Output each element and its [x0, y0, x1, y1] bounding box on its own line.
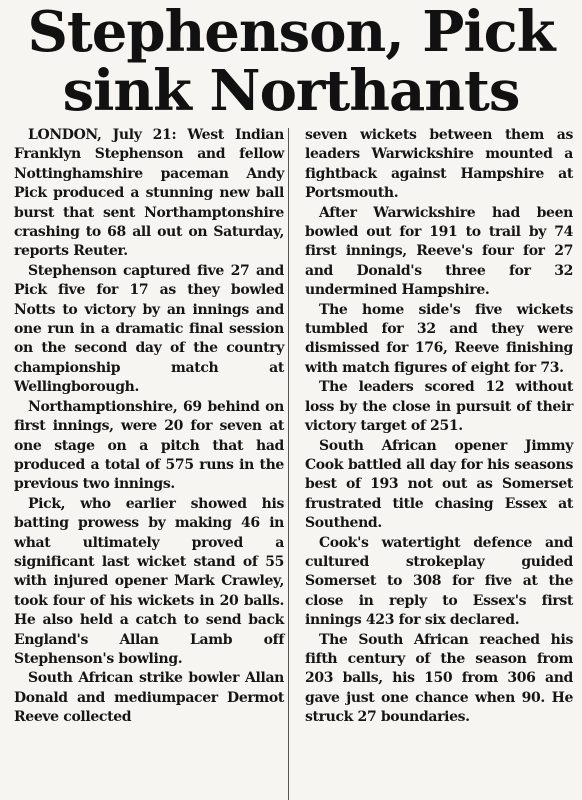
headline — [0, 0, 582, 124]
headline-line-1: Stephenson, Pick — [27, 0, 555, 65]
article-paragraph: Stephenson captured five 27 and Pick five for 17 as they bowled Notts to victory by an innings and one run in a dramatic final session on the second day of the country championship match at Wellingborough. — [14, 262, 284, 396]
article-paragraph: Cook's watertight defence and cultured strokeplay guided Somerset to 308 for five at the close in reply to Essex's first innings 423 for six declared. — [305, 534, 573, 629]
article-paragraph: The home side's five wickets tumbled for 32 and they were dismissed for 176, Reeve finishing with match figures of eight for 73. — [305, 301, 573, 376]
article-paragraph: The South African reached his fifth century of the season from 203 balls, his 150 from 306 and gave just one chance when 90. He struck 27 boundaries. — [305, 631, 573, 726]
article-paragraph: seven wickets between them as leaders Warwickshire mounted a fightback against Hampshire at Portsmouth. — [305, 127, 573, 202]
article-column-left — [14, 126, 284, 728]
article-column-right — [305, 126, 573, 728]
article-paragraph: LONDON, July 21: West Indian Franklyn Stephenson and fellow Nottinghamshire paceman Andy Pick produced a stunning new ball burst that sent Northamptonshire crashing to 68 all out on Saturday, reports Reuter. — [14, 127, 284, 260]
article-paragraph: The leaders scored 12 without loss by the close in pursuit of their victory target of 251. — [305, 379, 573, 435]
article-paragraph: After Warwickshire had been bowled out for 191 to trail by 74 first innings, Reeve's four for 27 and Donald's three for 32 undermined Hampshire. — [305, 204, 573, 299]
column-divider — [288, 128, 289, 800]
headline-line-2: sink Northants — [62, 58, 520, 124]
article-paragraph: Northamptionshire, 69 behind on first innings, were 20 for seven at one stage on a pitch that had produced a total of 575 runs in the previous two innings. — [14, 398, 284, 493]
article-paragraph: South African strike bowler Allan Donald and mediumpacer Dermot Reeve collected — [14, 670, 284, 726]
article-paragraph: Pick, who earlier showed his batting prowess by making 46 in what ultimately proved a significant last wicket stand of 55 with injured opener Mark Crawley, took four of his wickets in 20 balls. He also held a catch to send back England's Allan Lamb off Stephenson's bowling. — [14, 495, 284, 667]
article-paragraph: South African opener Jimmy Cook battled all day for his seasons best of 193 not out as Somerset frustrated title chasing Essex at Southend. — [305, 437, 573, 532]
